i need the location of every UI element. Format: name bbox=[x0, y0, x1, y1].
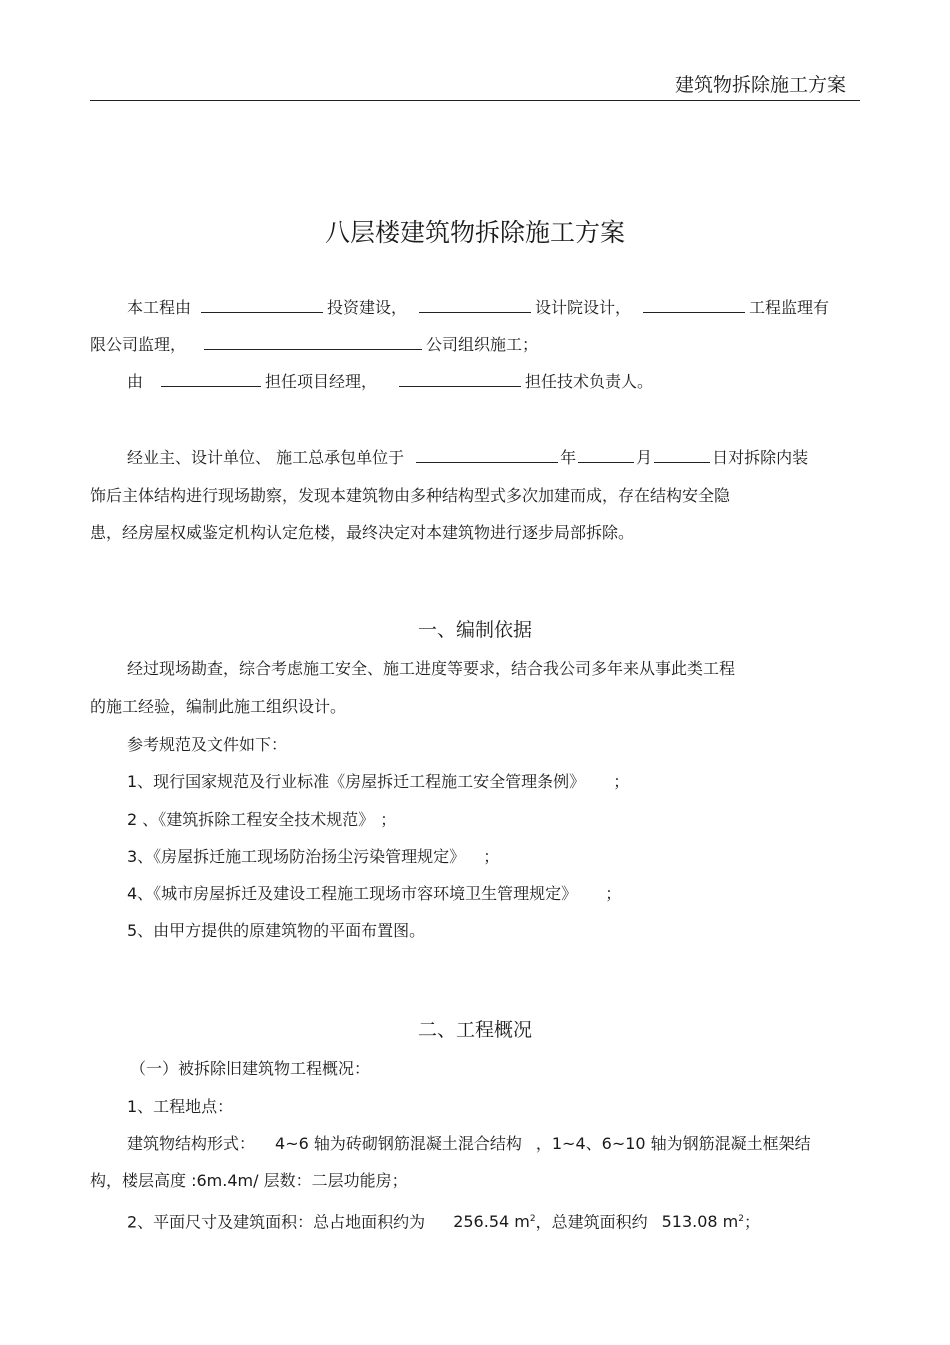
intro-line-2 bbox=[90, 335, 538, 355]
reference-tail: ； bbox=[380, 810, 397, 829]
reference-item bbox=[127, 884, 621, 904]
intro-text: 工程监理有 bbox=[749, 298, 830, 317]
structure-text: 4~6 轴为砖砌钢筋混凝土混合结构 bbox=[275, 1134, 522, 1153]
basis-line-2: 的施工经验，编制此施工组织设计。 bbox=[90, 697, 347, 716]
structure-line-2: 构，楼层高度 :6m.4m/ 层数：二层功能房； bbox=[90, 1171, 408, 1190]
survey-text: 日对拆除内装 bbox=[712, 448, 809, 467]
reference-item bbox=[127, 772, 629, 792]
intro-line-3 bbox=[127, 372, 653, 392]
area-line bbox=[127, 1209, 760, 1232]
reference-tail: ； bbox=[605, 884, 622, 903]
reference-text: 3、《房屋拆迁施工现场防治扬尘污染管理规定》 bbox=[127, 847, 458, 866]
area-text: ； bbox=[743, 1212, 760, 1232]
building-area-value: 513.08 m bbox=[661, 1212, 739, 1232]
intro-text: 公司组织施工； bbox=[426, 335, 539, 354]
intro-text: 担任技术负责人。 bbox=[525, 372, 654, 391]
area-text: ，总建筑面积约 bbox=[535, 1212, 648, 1232]
supervisor-blank bbox=[643, 298, 745, 313]
intro-text: 由 bbox=[127, 372, 144, 391]
reference-intro: 参考规范及文件如下： bbox=[127, 735, 288, 754]
survey-month-blank bbox=[578, 448, 634, 463]
reference-text: 1、现行国家规范及行业标准《房屋拆迁工程施工安全管理条例》 bbox=[127, 772, 578, 791]
subsection-heading: （一）被拆除旧建筑物工程概况： bbox=[130, 1059, 371, 1078]
reference-tail: ； bbox=[613, 772, 630, 791]
header-rule bbox=[90, 100, 860, 101]
design-institute-blank bbox=[419, 298, 531, 313]
basis-line-1: 经过现场勘查，综合考虑施工安全、施工进度等要求，结合我公司多年来从事此类工程 bbox=[127, 659, 736, 678]
survey-day-blank bbox=[654, 448, 710, 463]
reference-text: 4、《城市房屋拆迁及建设工程施工现场市容环境卫生管理规定》 bbox=[127, 884, 570, 903]
section-heading: 一、编制依据 bbox=[417, 619, 532, 641]
project-manager-blank bbox=[161, 372, 261, 387]
survey-line-2: 饰后主体结构进行现场勘察，发现本建筑物由多种结构型式多次加建而成，存在结构安全隐 bbox=[90, 486, 731, 505]
intro-text: 限公司监理， bbox=[90, 335, 187, 354]
intro-line-1 bbox=[127, 298, 829, 318]
structure-text: ，1~4、6~10 轴为钢筋混凝土框架结 bbox=[535, 1134, 811, 1153]
reference-text: 2 、《建筑拆除工程安全技术规范》 bbox=[127, 810, 367, 829]
survey-line-1 bbox=[127, 448, 808, 468]
land-area-value: 256.54 m bbox=[453, 1212, 530, 1232]
document-title: 八层楼建筑物拆除施工方案 bbox=[324, 218, 625, 247]
contractor-blank bbox=[204, 335, 422, 350]
survey-year-blank bbox=[416, 448, 558, 463]
running-header: 建筑物拆除施工方案 bbox=[674, 74, 846, 96]
intro-text: 设计院设计， bbox=[535, 298, 632, 317]
survey-text: 月 bbox=[636, 448, 653, 467]
investor-blank bbox=[201, 298, 323, 313]
structure-line-1 bbox=[127, 1134, 811, 1154]
project-location: 1、工程地点： bbox=[127, 1097, 234, 1116]
area-text: 2、平面尺寸及建筑面积：总占地面积约为 bbox=[127, 1212, 426, 1232]
area-unit-superscript: 2 bbox=[529, 1214, 536, 1224]
intro-text: 本工程由 bbox=[127, 298, 192, 317]
tech-lead-blank bbox=[399, 372, 521, 387]
reference-item bbox=[127, 921, 425, 941]
survey-text: 经业主、设计单位、 施工总承包单位于 bbox=[127, 448, 405, 467]
survey-text: 年 bbox=[560, 448, 577, 467]
reference-item bbox=[127, 810, 396, 830]
intro-text: 投资建设， bbox=[327, 298, 408, 317]
section-heading: 二、工程概况 bbox=[417, 1019, 532, 1041]
area-unit-superscript: 2 bbox=[738, 1214, 744, 1224]
reference-tail: ； bbox=[483, 847, 500, 866]
reference-item bbox=[127, 847, 499, 867]
structure-text: 建筑物结构形式： bbox=[127, 1134, 256, 1153]
intro-text: 担任项目经理， bbox=[265, 372, 378, 391]
reference-text: 5、由甲方提供的原建筑物的平面布置图。 bbox=[127, 921, 426, 940]
survey-line-3: 患，经房屋权威鉴定机构认定危楼，最终决定对本建筑物进行逐步局部拆除。 bbox=[90, 523, 635, 542]
